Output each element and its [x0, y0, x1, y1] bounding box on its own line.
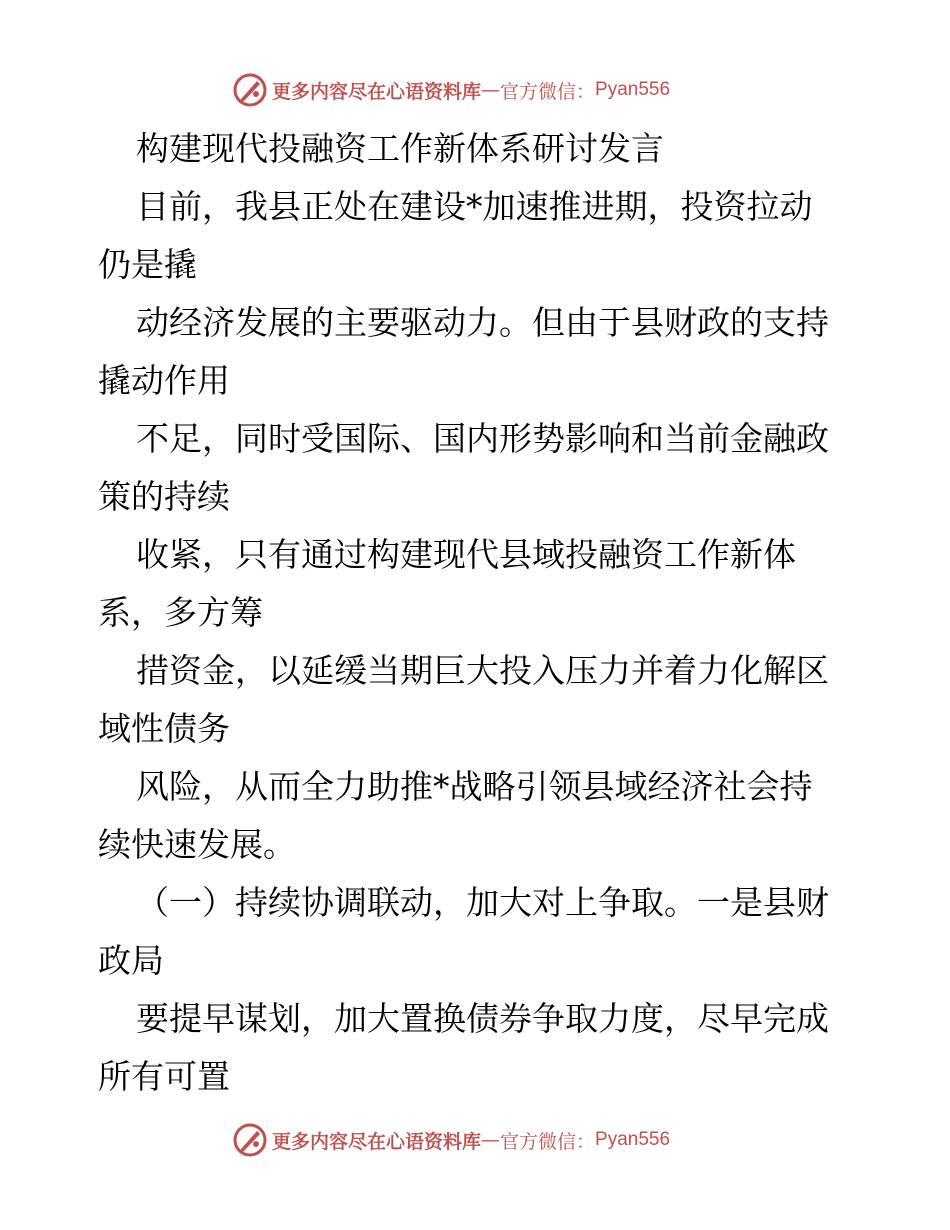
- watermark-account: Pyan556: [595, 79, 671, 100]
- watermark-wechat-label: 官方微信：: [500, 80, 596, 103]
- text-line: 风险，从而全力助推*战略引领县域经济社会持: [136, 767, 813, 806]
- text-line: 策的持续: [98, 477, 230, 516]
- section-heading-line: （一）持续协调联动，加大对上争取。一是县财: [136, 883, 829, 922]
- text-line: 仍是撬: [98, 245, 197, 284]
- watermark-dash: —: [481, 79, 501, 101]
- document-title: 构建现代投融资工作新体系研讨发言: [136, 129, 664, 168]
- text-line: 收紧，只有通过构建现代县域投融资工作新体: [136, 535, 796, 574]
- watermark-dash: —: [481, 1129, 501, 1151]
- text-line: 不足，同时受国际、国内形势影响和当前金融政: [136, 419, 829, 458]
- watermark-brand-text: 更多内容尽在心语资料库: [272, 80, 482, 103]
- watermark-wechat-label: 官方微信：: [500, 1130, 596, 1153]
- text-line: 目前，我县正处在建设*加速推进期，投资拉动: [136, 187, 813, 226]
- text-line: 撬动作用: [98, 361, 230, 400]
- text-line: 系，多方筹: [98, 593, 263, 632]
- watermark-account: Pyan556: [595, 1129, 671, 1150]
- watermark-brand-text: 更多内容尽在心语资料库: [272, 1130, 482, 1153]
- text-line: 续快速发展。: [98, 825, 296, 864]
- text-line: 措资金，以延缓当期巨大投入压力并着力化解区: [136, 651, 829, 690]
- text-line: 政局: [98, 941, 164, 980]
- footer-watermark: [232, 1120, 752, 1160]
- text-line: 域性债务: [98, 709, 230, 748]
- text-line: 要提早谋划，加大置换债券争取力度，尽早完成: [136, 999, 829, 1038]
- quill-pen-logo-icon: [232, 72, 268, 108]
- header-watermark: [232, 70, 752, 110]
- text-line: 所有可置: [98, 1057, 230, 1096]
- document-body: [98, 120, 858, 1106]
- quill-pen-logo-icon: [232, 1122, 268, 1158]
- text-line: 动经济发展的主要驱动力。但由于县财政的支持: [136, 303, 829, 342]
